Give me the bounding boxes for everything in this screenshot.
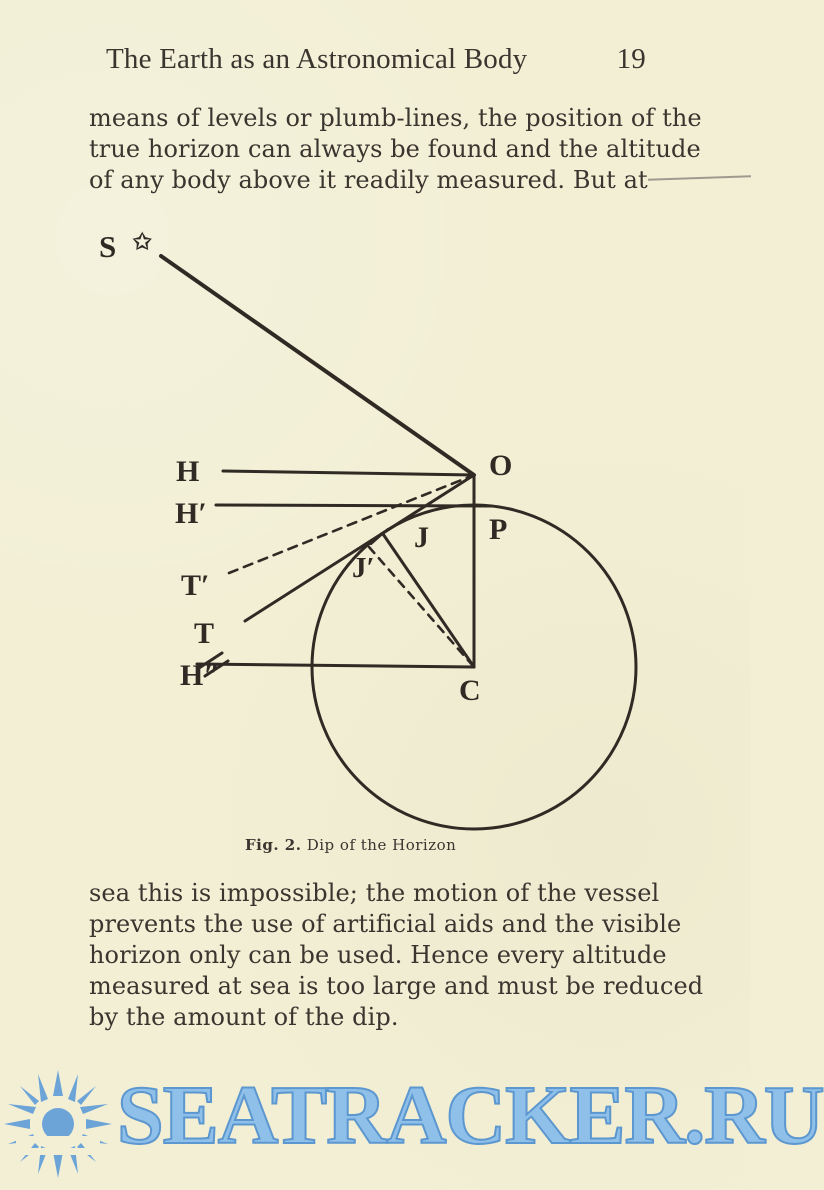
label-h-prime: H′ xyxy=(175,497,207,530)
paragraph-bottom-line-2: prevents the use of artificial aids and the visible xyxy=(89,910,682,938)
figure-caption-text: Dip of the Horizon xyxy=(306,836,457,854)
line-h xyxy=(223,471,474,475)
figure-caption-number: Fig. 2. xyxy=(245,836,302,854)
star-icon: ✩ xyxy=(133,229,152,254)
sun-logo-icon xyxy=(4,1070,112,1178)
line-t xyxy=(245,475,474,621)
seatracker-watermark-text xyxy=(117,1069,824,1162)
tangent-tick xyxy=(371,529,388,544)
label-j: J xyxy=(414,521,429,554)
label-t: T xyxy=(194,617,215,650)
paragraph-top-line-1: means of levels or plumb-lines, the position of the xyxy=(89,104,702,132)
page-number: 19 xyxy=(616,43,646,75)
paragraph-bottom xyxy=(89,878,704,1033)
figure-caption xyxy=(245,836,545,854)
label-s: S xyxy=(99,229,117,264)
margin-stroke xyxy=(648,175,751,181)
line-t-prime xyxy=(229,475,474,573)
running-head-title: The Earth as an Astronomical Body xyxy=(106,43,528,75)
h-double-prime-tick-2 xyxy=(205,661,228,676)
earth-circle xyxy=(312,505,636,829)
line-star-to-observer xyxy=(161,256,474,475)
radius-to-j-prime xyxy=(369,547,474,667)
paragraph-bottom-line-3: horizon only can be used. Hence every altitude xyxy=(89,941,667,969)
paragraph-top-line-3: of any body above it readily measured. But at xyxy=(89,166,648,194)
radius-to-j xyxy=(383,534,474,667)
paragraph-top xyxy=(89,103,702,196)
paragraph-bottom-line-1: sea this is impossible; the motion of the vessel xyxy=(89,879,660,907)
label-p: P xyxy=(489,513,508,546)
running-head xyxy=(106,43,646,76)
line-h-double-prime xyxy=(197,664,474,667)
label-t-prime: T′ xyxy=(181,569,210,602)
h-double-prime-tick-1 xyxy=(199,653,222,668)
watermark-label: SEATRACKER.RU xyxy=(117,1069,824,1162)
label-h-double-prime: H″ xyxy=(180,659,220,692)
label-c: C xyxy=(459,674,481,707)
label-h: H xyxy=(176,455,200,488)
paragraph-bottom-line-4: measured at sea is too large and must be reduced xyxy=(89,972,704,1000)
label-j-prime: J′ xyxy=(352,552,375,584)
paragraph-bottom-line-5: by the amount of the dip. xyxy=(89,1003,399,1031)
line-h-prime xyxy=(216,505,491,506)
paragraph-top-line-2: true horizon can always be found and the altitude xyxy=(89,135,701,163)
label-o: O xyxy=(489,449,513,482)
